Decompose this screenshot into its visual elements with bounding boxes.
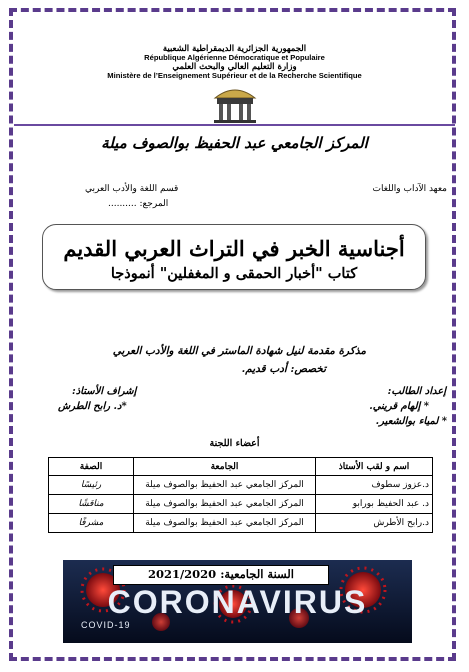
member-name: د.رابح الأطرش [316, 514, 433, 533]
column-header: اسم و لقب الأستاذ [316, 458, 433, 476]
students-label: إعداد الطالب: [387, 386, 446, 397]
table-row [49, 495, 433, 514]
institute-label: معهد الآداب واللغات [372, 184, 447, 194]
table-header-row [49, 458, 433, 476]
reference-label: المرجع: .......... [108, 199, 169, 209]
header-divider [14, 124, 455, 126]
table-row [49, 476, 433, 495]
ministry-arabic: وزارة التعليم العالي والبحث العلمي [172, 62, 297, 72]
republic-french: République Algérienne Démocratique et Populaire [144, 53, 325, 62]
ministry-french: Ministère de l’Enseignement Supérieur et de la Recherche Scientifique [107, 71, 362, 80]
column-header: الجامعة [134, 458, 316, 476]
member-role: مناقشًا [49, 495, 134, 514]
university-logo [211, 84, 259, 124]
covid-label: COVID-19 [81, 620, 131, 630]
republic-arabic: الجمهورية الجزائرية الديمقراطية الشعبية [162, 44, 307, 54]
thesis-title: أجناسية الخبر في التراث العربي القديم [63, 236, 405, 261]
academic-year: السنة الجامعية: 2021/2020 [113, 565, 329, 585]
institution-name: المركز الجامعي عبد الحفيظ بوالصوف ميلة [101, 134, 368, 152]
student-name: * إلهام قريني. [369, 401, 429, 412]
committee-title: أعضاء اللجنة [209, 438, 260, 449]
student-name: * لمياء بوالشعير. [375, 416, 447, 427]
table-row [49, 514, 433, 533]
member-university: المركز الجامعي عبد الحفيظ بوالصوف ميلة [134, 514, 316, 533]
coronavirus-title: CORONAVIRUS [107, 584, 368, 620]
supervisor-label: إشراف الأستاذ: [72, 386, 137, 397]
committee-table [48, 457, 433, 533]
member-role: رئيسًا [49, 476, 134, 495]
thesis-subtitle: كتاب "أخبار الحمقى و المغفلين" أنموذجا [110, 265, 358, 282]
member-name: د.عزوز سطوف [316, 476, 433, 495]
specialty: تخصص: أدب قديم. [241, 363, 326, 375]
member-university: المركز الجامعي عبد الحفيظ بوالصوف ميلة [134, 495, 316, 514]
member-role: مشرفًا [49, 514, 134, 533]
column-header: الصفة [49, 458, 134, 476]
memo-statement: مذكرة مقدمة لنيل شهادة الماستر في اللغة والأدب العربي [112, 345, 366, 357]
member-university: المركز الجامعي عبد الحفيظ بوالصوف ميلة [134, 476, 316, 495]
member-name: د. عبد الحفيظ بورابو [316, 495, 433, 514]
supervisor-name: *د. رابح الطرش [58, 401, 127, 412]
department-label: قسم اللغة والأدب العربي [85, 184, 179, 194]
